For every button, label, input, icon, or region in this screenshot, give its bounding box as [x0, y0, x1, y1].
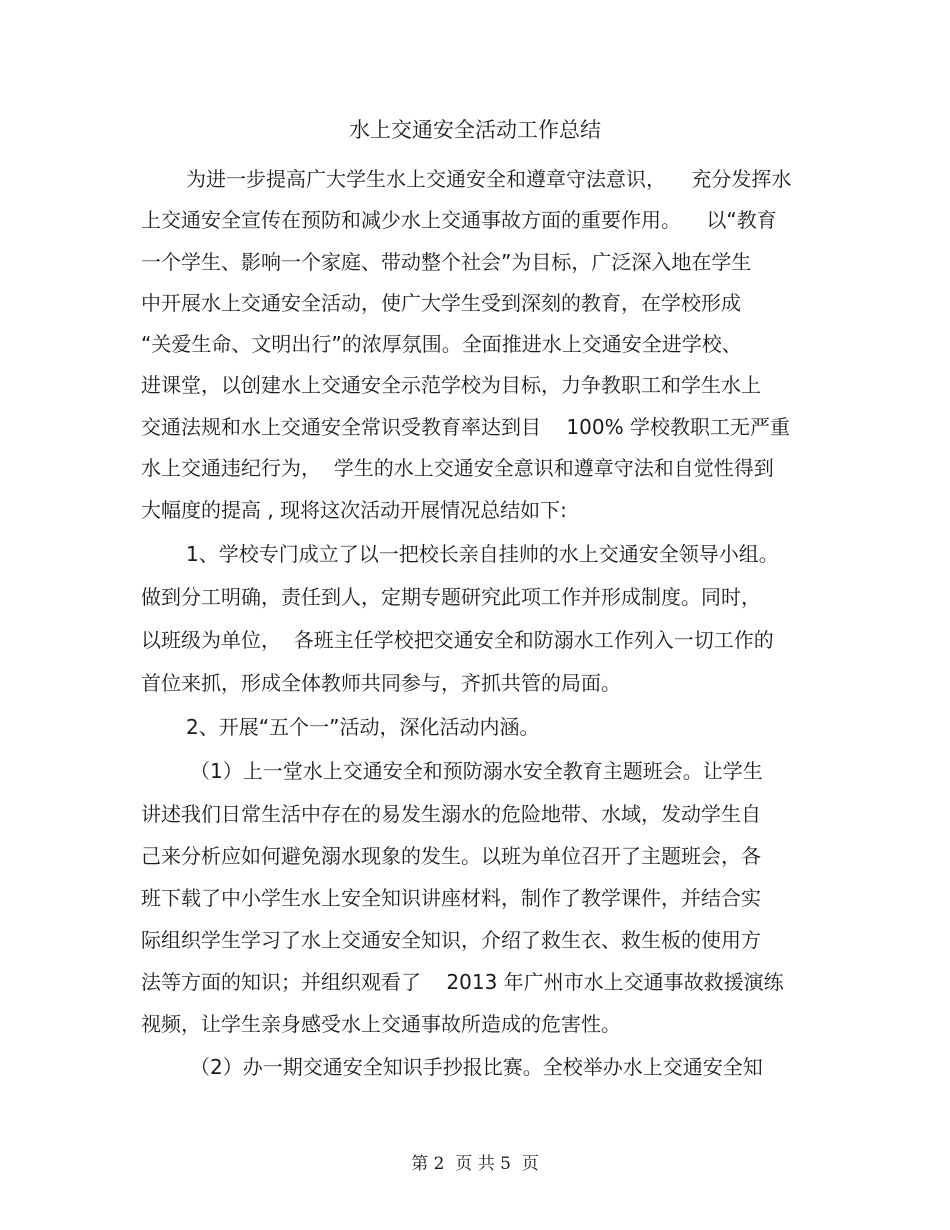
- page-number-footer: 第 2 页 共 5 页: [411, 1154, 539, 1174]
- paragraph-line: （2）办一期交通安全知识手抄报比赛。全校举办水上交通安全知: [190, 1055, 763, 1079]
- paragraph-line: 2、开展“五个一”活动，深化活动内涵。: [186, 715, 540, 739]
- paragraph-line: 为进一步提高广大学生水上交通安全和遵章守法意识， 充分发挥水: [186, 167, 792, 191]
- paragraph-line: 己来分析应如何避免溺水现象的发生。以班为单位召开了主题班会，各: [141, 844, 761, 868]
- page-title: 水上交通安全活动工作总结: [349, 118, 601, 142]
- paragraph-line: 法等方面的知识；并组织观看了 2013 年广州市水上交通事故救援演练: [141, 970, 784, 994]
- paragraph-line: 以班级为单位， 各班主任学校把交通安全和防溺水工作列入一切工作的: [141, 628, 774, 652]
- paragraph-line: 做到分工明确，责任到人，定期专题研究此项工作并形成制度。同时，: [141, 585, 761, 609]
- paragraph-line: 首位来抓，形成全体教师共同参与，齐抓共管的局面。: [141, 671, 621, 695]
- paragraph-line: 班下载了中小学生水上安全知识讲座材料，制作了教学课件，并结合实: [141, 886, 761, 910]
- paragraph-line: 水上交通违纪行为， 学生的水上交通安全意识和遵章守法和自觉性得到: [141, 456, 774, 480]
- paragraph-line: 1、学校专门成立了以一把校长亲自挂帅的水上交通安全领导小组。: [186, 542, 779, 566]
- paragraph-line: 大幅度的提高 , 现将这次活动开展情况总结如下:: [141, 498, 567, 522]
- paragraph-line: 交通法规和水上交通安全常识受教育率达到目 100% 学校教职工无严重: [141, 415, 790, 439]
- paragraph-line: 际组织学生学习了水上交通安全知识，介绍了救生衣、救生板的使用方: [141, 928, 761, 952]
- paragraph-line: 中开展水上交通安全活动，使广大学生受到深刻的教育，在学校形成: [141, 291, 741, 315]
- paragraph-line: 视频，让学生亲身感受水上交通事故所造成的危害性。: [141, 1012, 621, 1036]
- paragraph-line: 进课堂，以创建水上交通安全示范学校为目标，力争教职工和学生水上: [141, 373, 761, 397]
- paragraph-line: 上交通安全宣传在预防和减少水上交通事故方面的重要作用。 以“教育: [141, 208, 777, 232]
- paragraph-line: 一个学生、影响一个家庭、带动整个社会”为目标，广泛深入地在学生: [141, 250, 752, 274]
- paragraph-line: “关爱生命、文明出行”的浓厚氛围。全面推进水上交通安全进学校、: [141, 332, 742, 356]
- paragraph-line: 讲述我们日常生活中存在的易发生溺水的危险地带、水域，发动学生自: [141, 802, 761, 826]
- paragraph-line: （1）上一堂水上交通安全和预防溺水安全教育主题班会。让学生: [190, 759, 763, 783]
